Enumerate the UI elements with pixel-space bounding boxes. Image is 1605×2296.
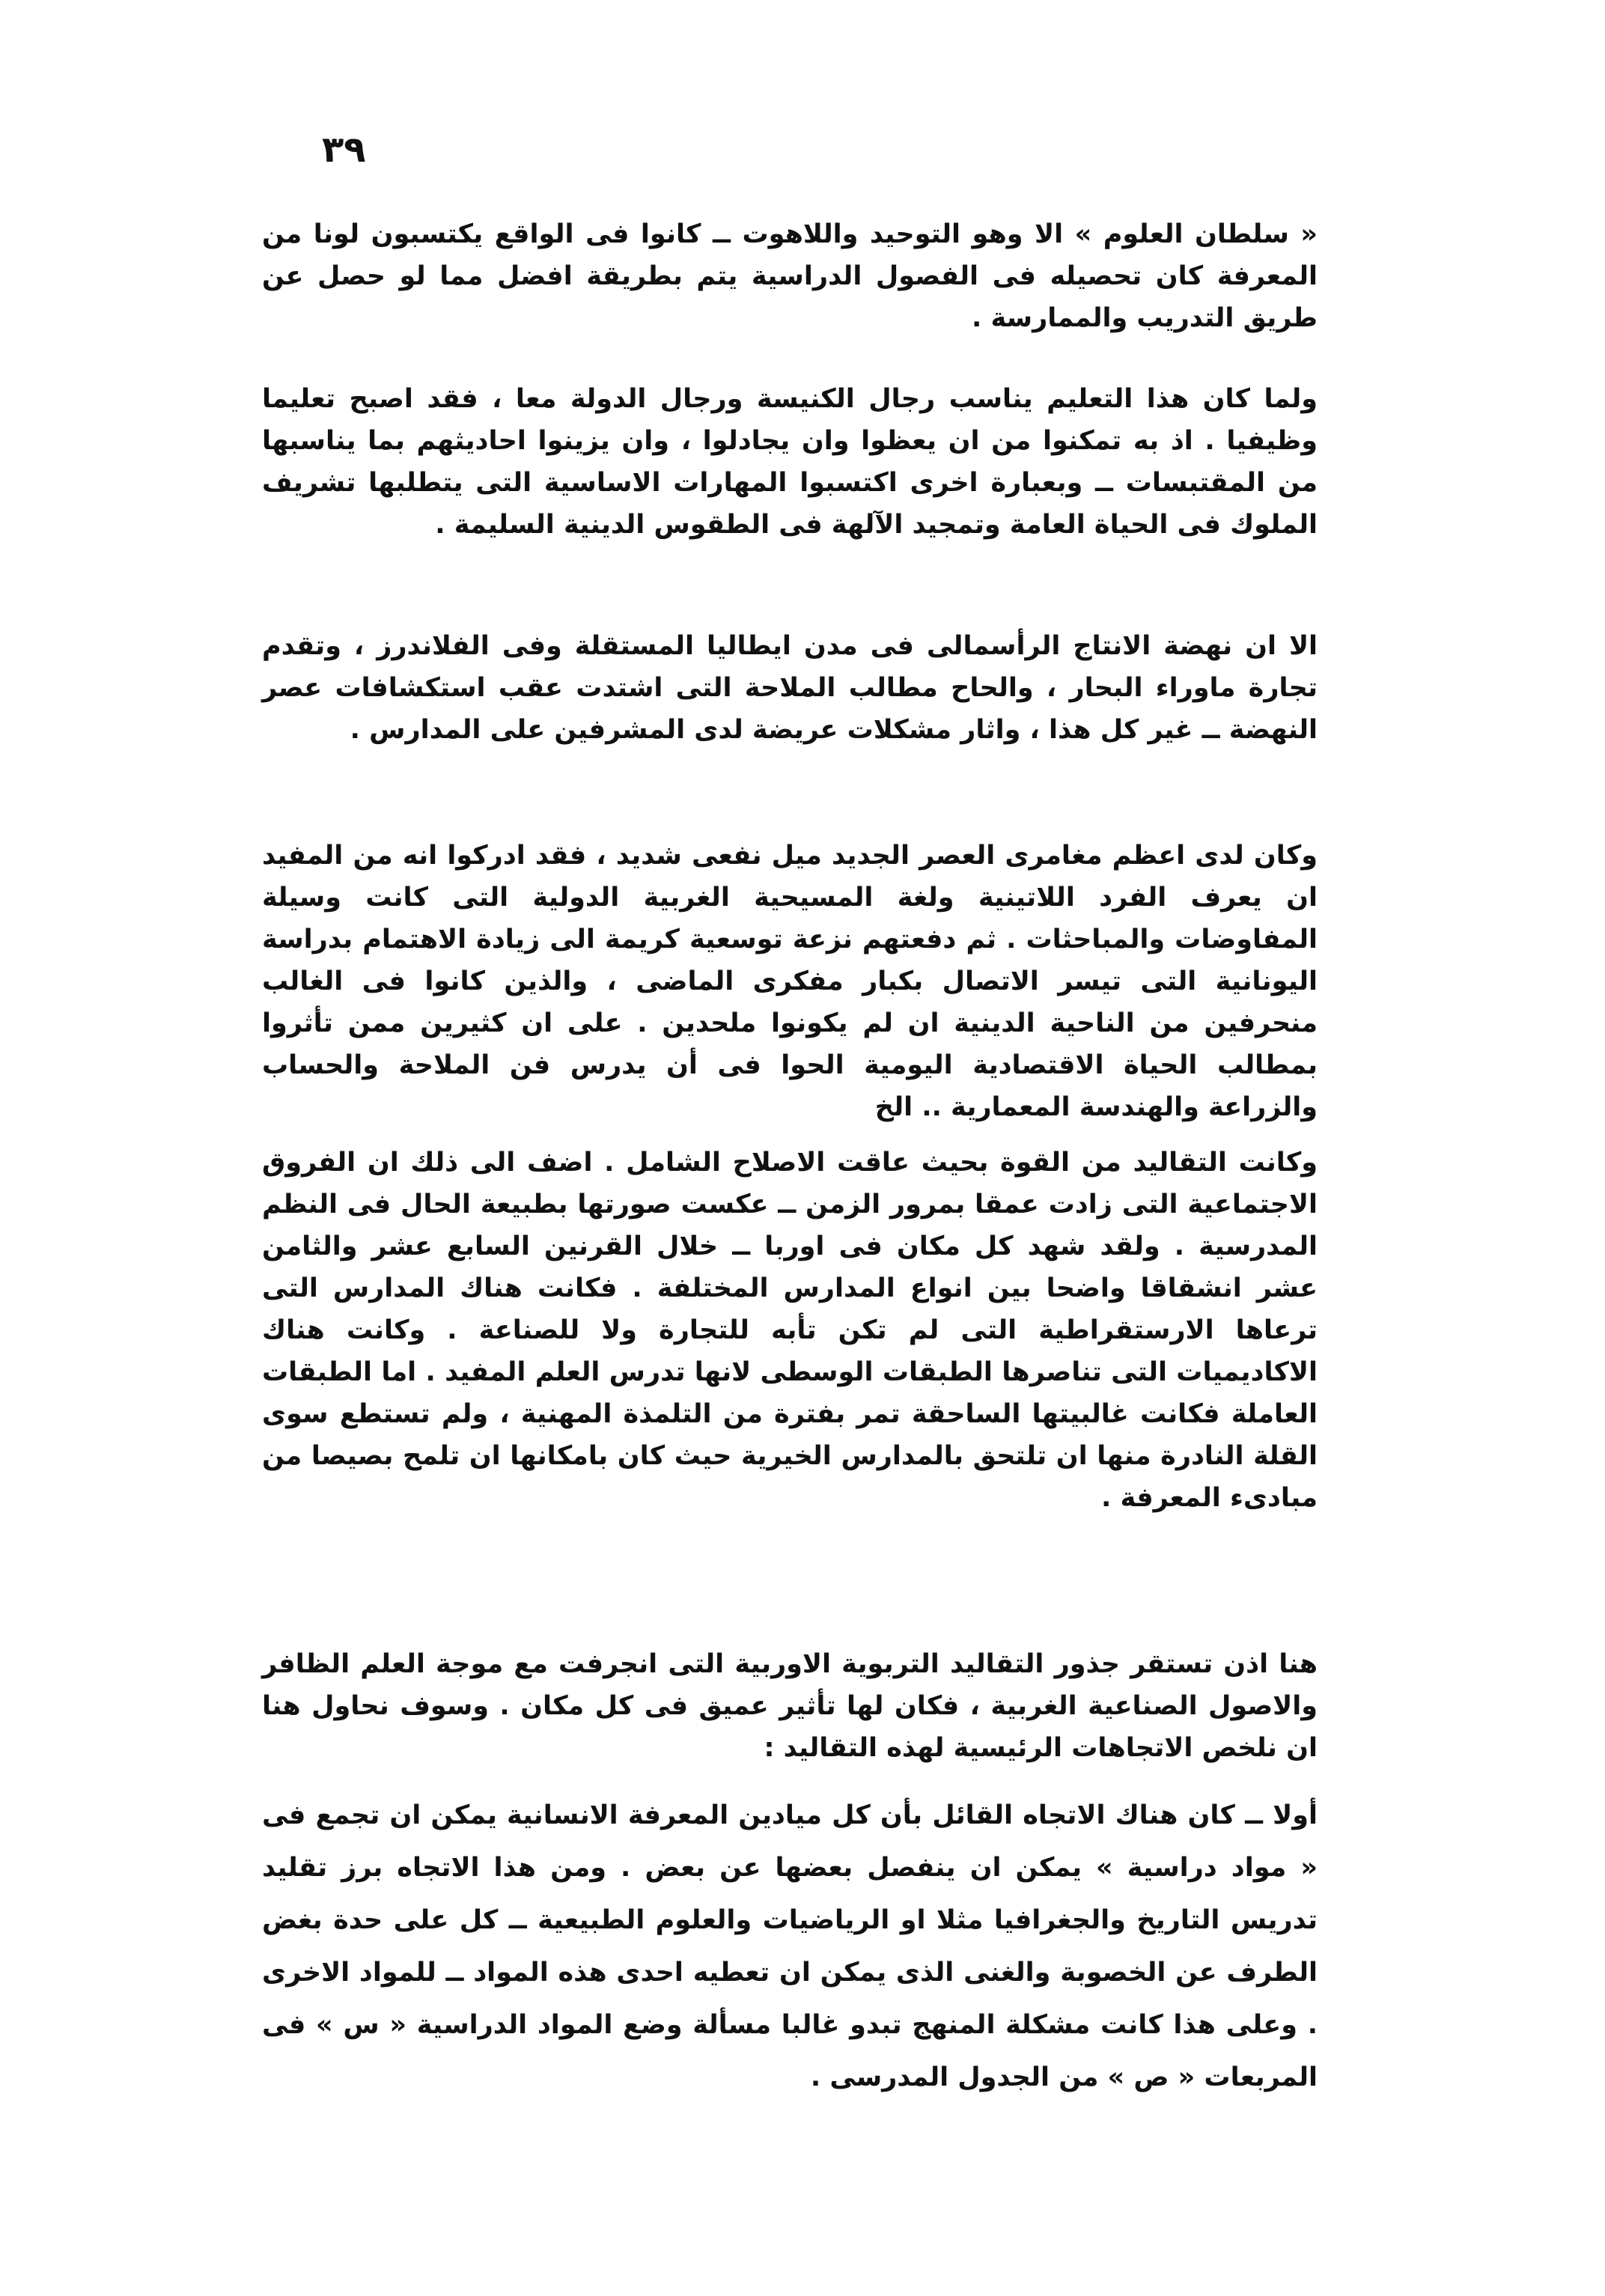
book-page	[262, 127, 1318, 2238]
paragraph-6: هنا اذن تستقر جذور التقاليد التربوية الاوربية التى انجرفت مع موجة العلم الظافر والاصول الصناعية الغربية ، فكان لها تأثير عميق فى كل مكان . وسوف نحاول هنا ان نلخص الاتجاهات الرئيسية لهذه التقاليد :	[262, 1649, 1318, 1763]
paragraph-2: ولما كان هذا التعليم يناسب رجال الكنيسة ورجال الدولة معا ، فقد اصبح تعليما وظيفيا . اذ به تمكنوا من ان يعظوا وان يجادلوا ، وان يزينوا احاديثهم بما يناسبها من المقتبسات ــ وبعبارة اخرى اكتسبوا المهارات الاساسية التى يتطلبها تشريف الملوك فى الحياة العامة وتمجيد الآلهة فى الطقوس الدينية السليمة .	[262, 384, 1318, 540]
paragraph-5: وكانت التقاليد من القوة بحيث عاقت الاصلاح الشامل . اضف الى ذلك ان الفروق الاجتماعية التى زادت عمقا بمرور الزمن ــ عكست صورتها بطبيعة الحال فى النظم المدرسية . ولقد شهد كل مكان فى اوربا ــ خلال القرنين السابع عشر والثامن عشر انشقاقا واضحا بين انواع المدارس المختلفة . فكانت هناك المدارس التى ترعاها الارستقراطية التى لم تكن تأبه للتجارة ولا للصناعة . وكانت هناك الاكاديميات التى تناصرها الطبقات الوسطى لانها تدرس العلم المفيد . اما الطبقات العاملة فكانت غالبيتها الساحقة تمر بفترة من التلمذة المهنية ، ولم تستطع سوى القلة النادرة منها ان تلتحق بالمدارس الخيرية حيث كان بامكانها ان تلمح بصيصا من مبادىء المعرفة .	[262, 1148, 1318, 1513]
paragraph-1: « سلطان العلوم » الا وهو التوحيد واللاهوت ــ كانوا فى الواقع يكتسبون لونا من المعرفة كان تحصيله فى الفصول الدراسية يتم بطريقة افضل مما لو حصل عن طريق التدريب والممارسة .	[262, 219, 1318, 333]
paragraph-7-lead: أولا ــ	[1245, 1800, 1318, 1830]
paragraph-7-body: كان هناك الاتجاه القائل بأن كل ميادين المعرفة الانسانية يمكن ان تجمع فى « مواد دراسية » يمكن ان ينفصل بعضها عن بعض . ومن هذا الاتجاه برز تقليد تدريس التاريخ والجغرافيا مثلا او الرياضيات والعلوم الطبيعية ــ كل على حدة بغض الطرف عن الخصوبة والغنى الذى يمكن ان تعطيه احدى هذه المواد ــ للمواد الاخرى . وعلى هذا كانت مشكلة المنهج تبدو غالبا مسألة وضع المواد الدراسية « س » فى المربعات « ص » من الجدول المدرسى .	[262, 1800, 1318, 2092]
paragraph-4: وكان لدى اعظم مغامرى العصر الجديد ميل نفعى شديد ، فقد ادركوا انه من المفيد ان يعرف الفرد اللاتينية ولغة المسيحية الغربية الدولية التى كانت وسيلة المفاوضات والمباحثات . ثم دفعتهم نزعة توسعية كريمة الى زيادة الاهتمام بدراسة اليونانية التى تيسر الاتصال بكبار مفكرى الماضى ، والذين كانوا فى الغالب منحرفين من الناحية الدينية ان لم يكونوا ملحدين . على ان كثيرين ممن تأثروا بمطالب الحياة الاقتصادية اليومية الحوا فى أن يدرس فن الملاحة والحساب والزراعة والهندسة المعمارية .. الخ	[262, 841, 1318, 1122]
page-number: ٣٩	[322, 129, 366, 171]
paragraph-7	[262, 1789, 1318, 2104]
paragraph-3: الا ان نهضة الانتاج الرأسمالى فى مدن ايطاليا المستقلة وفى الفلاندرز ، وتقدم تجارة ماوراء البحار ، والحاح مطالب الملاحة التى اشتدت عقب استكشافات عصر النهضة ــ غير كل هذا ، واثار مشكلات عريضة لدى المشرفين على المدارس .	[262, 631, 1318, 745]
